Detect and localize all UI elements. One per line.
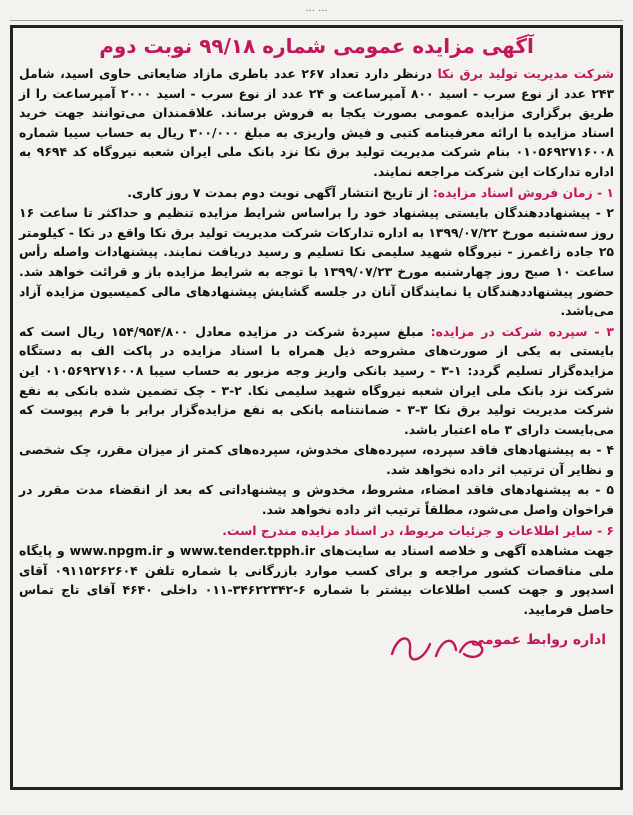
item-2	[19, 203, 614, 321]
top-cut-off-text: ... ...	[10, 0, 623, 21]
item-5-text: ۵ - به پیشنهادهای فاقد امضاء، مشروط، مخدوش و پیشنهاداتی که بعد از انقضاء مدت مقرر در فراخوان واصل می‌شود، مطلقاً ترتیب اثر داده نخواهد شد.	[19, 482, 614, 518]
item-3-label: ۳ - سپرده شرکت در مزایده:	[430, 323, 614, 339]
ad-frame	[10, 25, 623, 790]
item-6-label: ۶ - سایر اطلاعات و جزئیات مربوط، در اسناد مزایده مندرج است.	[222, 522, 614, 538]
handwritten-signature	[384, 626, 494, 666]
item-5	[19, 480, 614, 519]
signature-label: اداره روابط عمومی	[470, 631, 606, 648]
intro-text: درنظر دارد تعداد ۲۶۷ عدد باطری مازاد ضایعاتی حاوی اسید، شامل ۲۴۳ عدد از نوع سرب - اسید ۸۰۰ آمپرساعت و ۲۴ عدد از نوع سرب - اسید ۲۰۰۰ آمپرساعت را از طریق برگزاری مزایده عمومی بصورت یکجا به فروش برساند. علاقمندان می‌توانند جهت خرید اسناد مزایده با ارائه معرفینامه کتبی و فیش واریزی به مبلغ ۳۰۰/۰۰۰ ریال به حساب سیبا شماره ۰۱۰۵۶۹۲۷۱۶۰۰۸ بنام شرکت مدیریت تولید برق نکا نزد بانک ملی ایران شعبه نیروگاه کد ۹۶۹۴ به اداره تدارکات این شرکت مراجعه نمایند.	[19, 66, 615, 179]
ad-title: آگهی مزایده عمومی شماره ۹۹/۱۸ نوبت دوم	[99, 34, 534, 58]
company-name: شرکت مدیریت تولید برق نکا	[437, 66, 614, 81]
intro-paragraph	[19, 64, 614, 182]
item-6	[19, 521, 614, 541]
item-1-label: ۱ - زمان فروش اسناد مزایده:	[432, 184, 614, 200]
item-1-text: از تاریخ انتشار آگهی نوبت دوم بمدت ۷ روز کاری.	[127, 184, 433, 200]
item-1	[19, 183, 614, 203]
item-4-text: ۴ - به پیشنهادهای فاقد سپرده، سپرده‌های مخدوش، سپرده‌های کمتر از میزان مقرر، چک شخصی و نظایر آن ترتیب اثر داده نخواهد شد.	[19, 442, 614, 477]
footer-paragraph: جهت مشاهده آگهی و خلاصه اسناد به سایت‌های www.tender.tpph.ir و www.npgm.ir و پایگاه ملی مناقصات کشور مراجعه و برای کسب موارد بازرگانی با شماره تلفن ۰۹۱۱۵۲۶۲۶۰۴ آقای اسدپور و جهت کسب اطلاعات بیشتر با شماره ۶-۳۴۶۲۲۳۴۲-۰۱۱ داخلی ۴۶۴۰ آقای تاج تماس حاصل فرمایید.	[19, 543, 615, 618]
item-2-text: ۲ - پیشنهاددهندگان بایستی پیشنهاد خود را براساس شرایط مزایده تنظیم و حداکثر تا ساعت ۱۶ روز سه‌شنبه مورخ ۱۳۹۹/۰۷/۲۲ به اداره تدارکات شرکت مدیریت تولید برق نکا واقع در نکا - کیلومتر ۲۵ جاده زاغمرز - نیروگاه شهید سلیمی نکا تسلیم و رسید دریافت نمایند. پیشنهادات واصله رأس ساعت ۱۰ صبح روز چهارشنبه مورخ ۱۳۹۹/۰۷/۲۳ با توجه به شرایط مزایده باز و قرائت خواهد شد. حضور پیشنهاددهندگان یا نمایندگان آنان در جلسه گشایش پیشنهادهای مالی کمیسیون مزایده آزاد می‌باشد.	[19, 205, 615, 319]
item-4	[19, 440, 614, 479]
signature-block	[19, 626, 614, 666]
item-3-text: مبلغ سپردهٔ شرکت در مزایده معادل ۱۵۴/۹۵۴/۸۰۰ ریال است که بایستی به یکی از صورت‌های مشروحه ذیل همراه با اسناد مزایده در پاکت الف به دستگاه مزایده‌گزار تسلیم گردد: ۱-۳ - رسید بانکی واریز وجه مزبور به حساب سیبا ۰۱۰۵۶۹۲۷۱۶۰۰۸ این شرکت نزد بانک ملی ایران شعبه نیروگاه شهید سلیمی نکا. ۲-۳ - چک تضمین شده بانکی به نفع شرکت مدیریت تولید برق نکا ۳-۳ - ضمانتنامه بانکی به نفع مزایده‌گزار برابر با فرم پیوست که می‌بایست دارای ۳ ماه اعتبار باشد.	[19, 323, 615, 437]
item-3	[19, 322, 614, 440]
